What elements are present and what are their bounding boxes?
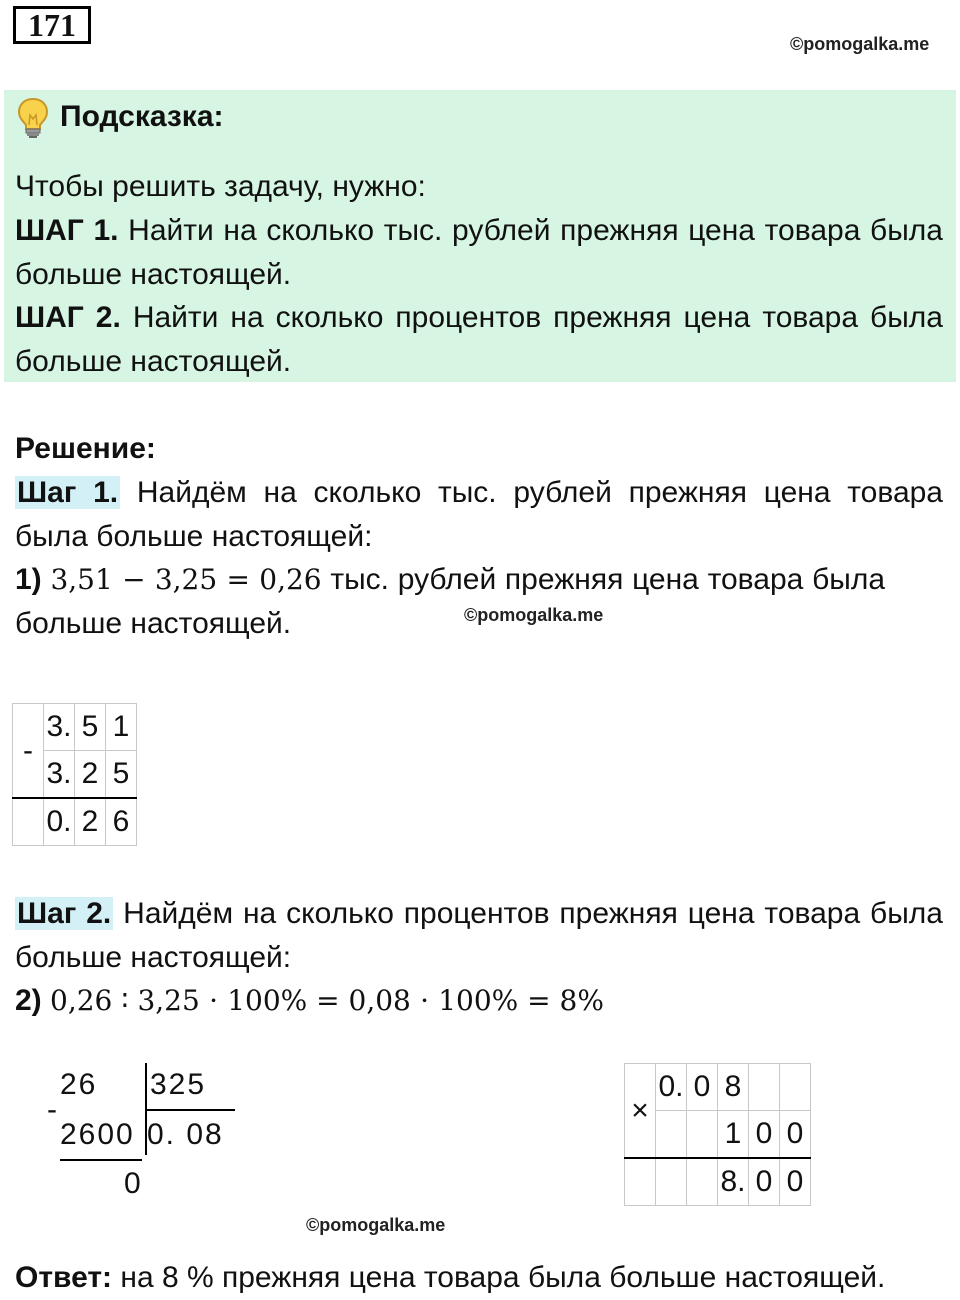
subtraction-sign: - [13,704,44,799]
answer-text: на 8 % прежняя цена товара была больше настоящей. [120,1261,886,1294]
mul-cell-empty [625,1158,656,1206]
hint-step1-text: Найти на сколько тыс. рублей прежняя цена товара была больше настоящей. [15,214,943,291]
watermark-top: ©pomogalka.me [790,34,930,54]
solution-step2-label: Шаг 2. [17,897,112,930]
mul-cell: 0 [687,1064,718,1111]
multiplication-grid [624,1063,811,1206]
mul-cell [656,1111,687,1159]
division-remainder: 0 [124,1167,143,1200]
division-quotient-line [145,1109,235,1111]
mul-result-cell: 0 [780,1158,811,1206]
sub-result-cell: 6 [106,798,137,846]
watermark-middle: ©pomogalka.me [464,605,604,625]
mul-cell [780,1064,811,1111]
answer-line [15,1256,955,1300]
subtraction-grid [12,703,137,846]
watermark-bottom: ©pomogalka.me [306,1215,446,1235]
long-division [40,1063,240,1213]
division-sign: - [47,1093,59,1126]
line2-math: 0,26 ∶ 3,25 ⋅ 100% = 0,08 ⋅ 100% = 8% [50,984,604,1017]
mul-cell: 0 [780,1111,811,1159]
mul-cell: 1 [718,1111,749,1159]
mul-cell [749,1064,780,1111]
solution-step2-text: Найдём на сколько процентов прежняя цена товара была больше настоящей: [15,897,943,974]
mul-cell [687,1111,718,1159]
sub-cell: 3. [44,704,75,751]
division-product: 2600 [60,1118,135,1151]
hint-step2 [15,296,943,383]
multiplication-sign: × [625,1064,656,1159]
mul-result-cell: 8. [718,1158,749,1206]
hint-intro: Чтобы решить задачу, нужно: [15,170,426,203]
line1-math: 3,51 − 3,25 = 0,26 [50,563,322,596]
solution-step1-text: Найдём на сколько тыс. рублей прежняя цена товара была больше настоящей: [15,476,943,553]
line1-number: 1) [15,563,42,596]
division-divisor: 325 [150,1068,207,1101]
solution-step1 [15,471,943,558]
sub-result-cell: 2 [75,798,106,846]
hint-step2-text: Найти на сколько процентов прежняя цена товара была больше настоящей. [15,301,943,378]
hint-title: Подсказка: [60,100,224,133]
mul-cell: 0. [656,1064,687,1111]
solution-line2 [15,979,915,1023]
division-dividend: 26 [60,1068,98,1101]
mul-result-cell: 0 [749,1158,780,1206]
solution-line1 [15,558,885,645]
mul-result-cell [656,1158,687,1206]
hint-step1-label: ШАГ 1. [15,214,119,247]
problem-number: 171 [13,6,91,44]
line1-text: тыс. рублей прежняя цена товара была больше настоящей. [15,563,886,640]
sub-cell: 1 [106,704,137,751]
solution-title: Решение: [15,432,156,465]
sub-cell: 3. [44,751,75,799]
sub-result-cell: 0. [44,798,75,846]
sub-cell: 5 [75,704,106,751]
line2-number: 2) [15,984,42,1017]
solution-step1-label: Шаг 1. [17,476,119,509]
hint-step1 [15,209,943,296]
mul-cell: 0 [749,1111,780,1159]
sub-cell: 2 [75,751,106,799]
hint-step2-label: ШАГ 2. [15,301,121,334]
division-quotient: 0. 08 [147,1118,224,1151]
solution-step2 [15,892,943,979]
lightbulb-icon [16,97,50,144]
mul-result-cell [687,1158,718,1206]
division-result-line [60,1159,142,1161]
sub-cell-empty [13,798,44,846]
answer-label: Ответ: [15,1261,113,1294]
sub-cell: 5 [106,751,137,799]
mul-cell: 8 [718,1064,749,1111]
